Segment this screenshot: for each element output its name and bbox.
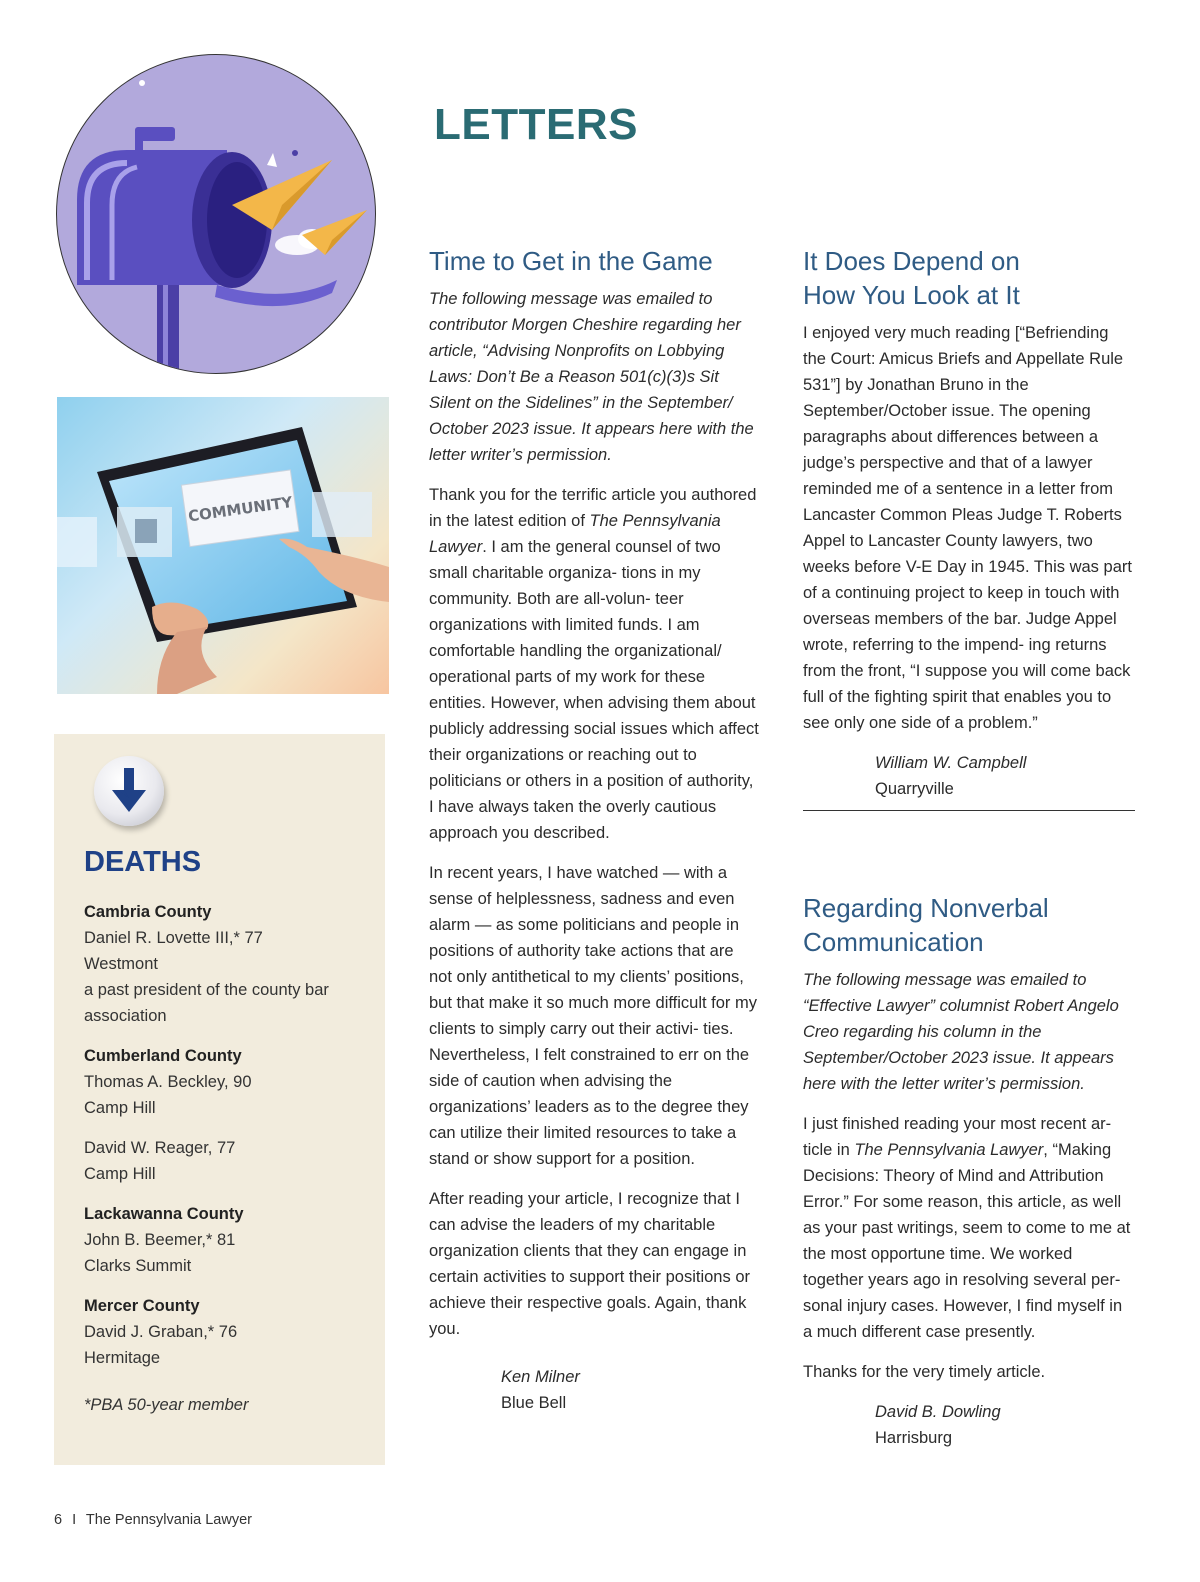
mailbox-illustration — [56, 54, 376, 374]
letter-paragraph: After reading your article, I recognize that I can advise the leaders of my charitable organization clients that they can engage in certain activities to support their positions or achieve their respective goals. Again, thank you. — [429, 1190, 750, 1338]
signature-place: Harrisburg — [875, 1429, 953, 1447]
decedent-name: Daniel R. Lovette III,* 77 — [84, 929, 263, 947]
county-name: Cambria County — [84, 903, 212, 921]
letter-time-to-get-in-the-game — [429, 244, 761, 1416]
heading-line: Regarding Nonverbal — [803, 893, 1049, 923]
decedent-town: Hermitage — [84, 1349, 161, 1367]
letter-heading: Time to Get in the Game — [429, 246, 713, 276]
tablet-hand-image — [57, 397, 389, 694]
letter-intro: The following message was emailed to “Effective Lawyer” columnist Robert Angelo Creo regarding his column in the September/October 2023 issue. It appears here with the letter writer’s permission. — [803, 971, 1119, 1093]
death-entry — [84, 1043, 374, 1121]
signature-place: Blue Bell — [501, 1394, 567, 1412]
decedent-town: Clarks Summit — [84, 1257, 192, 1275]
decedent-town: Westmont — [84, 955, 158, 973]
decedent-name: David W. Reager, 77 — [84, 1139, 236, 1157]
death-entry — [84, 1201, 374, 1279]
mailbox-icon — [57, 55, 375, 373]
decedent-name: David J. Graban,* 76 — [84, 1323, 238, 1341]
deaths-footnote: *PBA 50-year member — [84, 1396, 249, 1414]
letter-signature — [875, 1399, 1135, 1451]
heading-line: How You Look at It — [803, 280, 1020, 310]
deaths-title: DEATHS — [84, 846, 202, 878]
publication-title: The Pennsylvania Lawyer — [429, 512, 721, 556]
paragraph-text: Thank you for the terrific article you authored in the latest edition of — [429, 486, 757, 530]
deaths-sidebar — [54, 734, 385, 1465]
letter-it-does-depend — [803, 244, 1135, 811]
county-name: Cumberland County — [84, 1047, 242, 1065]
death-entry — [84, 899, 374, 1029]
decedent-name: Thomas A. Beckley, 90 — [84, 1073, 252, 1091]
letter-intro: The following message was emailed to contributor Morgen Cheshire regarding her article, “Advising Nonprofits on Lobbying Laws: Don’t Be a Reason 501(c)(3)s Sit Silent on the Sidelines” in the September/ October 2023 issue. It appears here with the letter writer’s permission. — [429, 290, 754, 464]
letter-nonverbal-communication — [803, 891, 1135, 1451]
signature-name: David B. Dowling — [875, 1403, 1001, 1421]
letter-signature — [501, 1364, 761, 1416]
page-footer — [54, 1512, 252, 1528]
letter-heading — [803, 891, 1135, 959]
death-entry — [84, 1135, 374, 1187]
signature-name: William W. Campbell — [875, 754, 1027, 772]
section-divider — [803, 810, 1135, 811]
page-number: 6 — [54, 1512, 63, 1528]
death-entry — [84, 1293, 374, 1371]
publication-title: The Pennsylvania Lawyer — [854, 1141, 1044, 1159]
county-name: Lackawanna County — [84, 1205, 244, 1223]
paragraph-text: , “Making Decisions: Theory of Mind and Attribution Error.” For some reason, this article, as well as your past writings, seem to come to me at the most opportune time. We worked together years ago in resolving several per- sonal injury cases. However, I find myself in a much different case presently. — [803, 1141, 1131, 1341]
paragraph-text: I just finished reading your most recent ar- ticle in — [803, 1115, 1112, 1159]
letter-paragraph: I enjoyed very much reading [“Befriending the Court: Amicus Briefs and Appellate Rule 531”] by Jonathan Bruno in the September/October issue. The opening paragraphs about differences between a judge’s perspective and that of a lawyer reminded me of a sentence in a letter from Lancaster Common Pleas Judge T. Roberts Appel to Lancaster County lawyers, two weeks before V-E Day in 1945. This was part of a continuing project to keep in touch with overseas members of the bar. Judge Appel wrote, referring to the impend- ing returns from the front, “I suppose you will come back full of the fighting spirit that enables you to see only one side of a problem.” — [803, 324, 1132, 732]
heading-line: It Does Depend on — [803, 246, 1020, 276]
deaths-list — [84, 899, 374, 1385]
county-name: Mercer County — [84, 1297, 200, 1315]
publication-name: The Pennsylvania Lawyer — [85, 1512, 252, 1528]
heading-line: Communication — [803, 927, 984, 957]
letter-paragraph — [803, 1111, 1135, 1345]
decedent-name: John B. Beemer,* 81 — [84, 1231, 236, 1249]
footer-separator: I — [72, 1512, 77, 1528]
letter-signature — [875, 750, 1135, 802]
community-photo — [57, 397, 389, 694]
arrow-down-icon — [94, 756, 164, 826]
signature-name: Ken Milner — [501, 1368, 580, 1386]
signature-place: Quarryville — [875, 780, 954, 798]
community-card-text: COMMUNITY — [187, 493, 294, 526]
decedent-town: Camp Hill — [84, 1099, 156, 1117]
letter-paragraph: In recent years, I have watched — with a sense of helplessness, sadness and even alarm — as some politicians and people in positions of authority take actions that are not only antithetical to my clients’ positions, but that make it so much more difficult for my clients to simply carry out their activi- ties. Nevertheless, I felt constrained to err on the side of caution when advising the organizations’ leaders as to the degree they can utilize their limited resources to take a stand or show support for a position. — [429, 864, 757, 1168]
page-title: LETTERS — [434, 100, 638, 149]
decedent-note: a past president of the county bar association — [84, 981, 329, 1025]
letter-heading — [803, 244, 1135, 312]
letter-paragraph: Thanks for the very timely article. — [803, 1363, 1046, 1381]
paragraph-text: . I am the general counsel of two small charitable organiza- tions in my community. Both are all-volun- teer organizations with limited funds. I am comfortable handling the organizational/ operational parts of my work for these entities. However, when advising them about publicly addressing social issues which affect their organizations or reaching out to politicians or others in a position of authority, I have always taken the overly cautious approach you described. — [429, 538, 759, 842]
decedent-town: Camp Hill — [84, 1165, 156, 1183]
letter-paragraph — [429, 482, 761, 846]
